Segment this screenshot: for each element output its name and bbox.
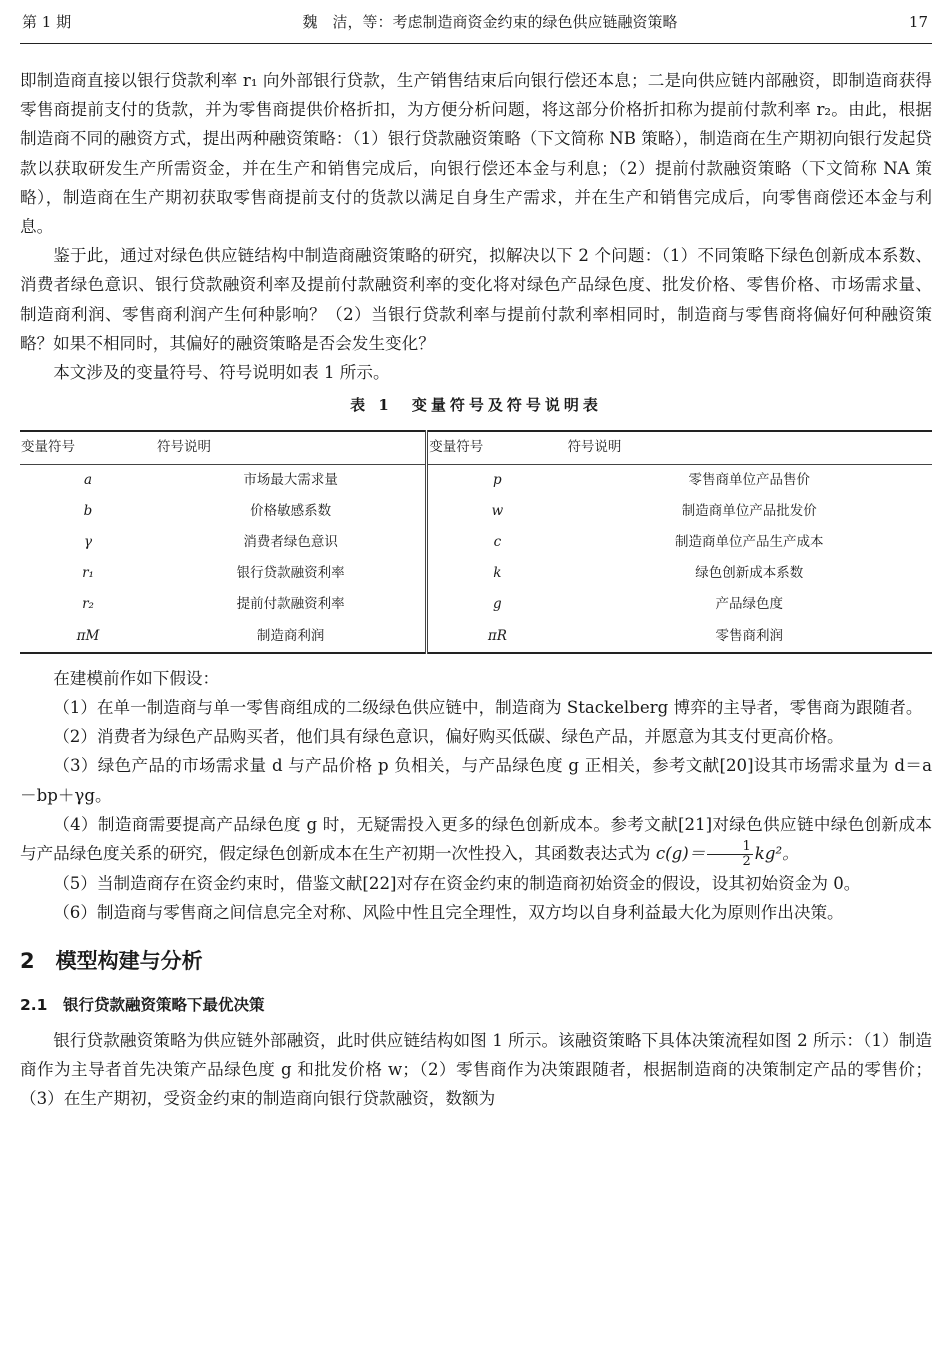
description-cell: 消费者绿色意识 [156, 527, 427, 558]
symbol-cell: πR [487, 627, 507, 644]
table-header-row [20, 431, 932, 464]
symbol-cell: k [493, 565, 502, 582]
fraction-numerator: 1 [707, 840, 752, 855]
table-row [20, 621, 932, 653]
description-cell: 绿色创新成本系数 [695, 565, 804, 582]
description-cell: 产品绿色度 [715, 596, 783, 613]
paper-page [20, 0, 932, 1114]
description-cell: 价格敏感系数 [156, 496, 427, 527]
description-cell: 零售商单位产品售价 [688, 471, 810, 488]
section-heading: 2 模型构建与分析 [20, 949, 203, 974]
symbol-cell: p [493, 471, 502, 488]
running-title: 魏 洁，等：考虑制造商资金约束的绿色供应链融资策略 [302, 13, 678, 31]
issue-label: 第 1 期 [22, 13, 72, 31]
formula-fraction [707, 840, 752, 869]
intro-paragraph-2: 鉴于此，通过对绿色供应链结构中制造商融资策略的研究，拟解决以下 2 个问题：（1）不同策略下绿色创新成本系数、消费者绿色意识、银行贷款融资利率及提前付款融资利率的变化将对绿色产品绿色度、批发价格、零售价格、市场需求量、制造商利润、零售商利润产生何种影响？（2）当银行贷款利率与提前付款利率相同时，制造商与零售商将偏好何种融资策略？如果不相同时，其偏好的融资策略是否会发生变化？ [20, 246, 932, 353]
running-header [20, 0, 932, 44]
symbol-cell: a [83, 471, 93, 488]
symbol-table [20, 430, 932, 653]
description-cell: 银行贷款融资利率 [156, 558, 427, 589]
assumption-5: （5）当制造商存在资金约束时，借鉴文献[22]对存在资金约束的制造商初始资金的假设，设其初始资金为 0。 [53, 874, 861, 894]
table-header-cell: 变量符号 [427, 431, 567, 464]
formula-rhs: kg²。 [754, 844, 799, 864]
assumptions-lead: 在建模前作如下假设： [53, 668, 220, 688]
table-row [20, 589, 932, 620]
assumption-4-text: （4）制造商需要提高产品绿色度 g 时，无疑需投入更多的绿色创新成本。参考文献[21]对绿色供应链中绿色创新成本与产品绿色度关系的研究，假定绿色创新成本在生产初期一次性投入，其函数表达式为 [20, 814, 932, 864]
intro-paragraph-3: 本文涉及的变量符号、符号说明如表 1 所示。 [53, 363, 390, 383]
assumption-6: （6）制造商与零售商之间信息完全对称、风险中性且完全理性，双方均以自身利益最大化为原则作出决策。 [53, 903, 844, 923]
table-header-cell: 符号说明 [566, 431, 932, 464]
assumption-2: （2）消费者为绿色产品购买者，他们具有绿色意识，偏好购买低碳、绿色产品，并愿意为其支付更高价格。 [53, 727, 844, 747]
subsection-heading: 2.1 银行贷款融资策略下最优决策 [20, 995, 265, 1014]
symbol-cell: b [83, 502, 93, 519]
assumption-1: （1）在单一制造商与单一零售商组成的二级绿色供应链中，制造商为 Stackelberg 博弈的主导者，零售商为跟随者。 [53, 698, 923, 718]
description-cell: 制造商利润 [156, 621, 427, 653]
formula-lhs: c(g)＝ [655, 844, 706, 864]
symbol-cell: r₂ [82, 596, 94, 613]
table-row [20, 496, 932, 527]
description-cell: 零售商利润 [715, 627, 783, 644]
table-header-cell: 变量符号 [20, 431, 156, 464]
description-cell: 市场最大需求量 [156, 464, 427, 496]
table-header-cell: 符号说明 [156, 431, 427, 464]
fraction-denominator: 2 [742, 854, 751, 870]
assumption-3: （3）绿色产品的市场需求量 d 与产品价格 p 负相关，与产品绿色度 g 正相关，参考文献[20]设其市场需求量为 d＝a－bp＋γg。 [20, 756, 932, 805]
section-paragraph-1: 银行贷款融资策略为供应链外部融资，此时供应链结构如图 1 所示。该融资策略下具体决策流程如图 2 所示：（1）制造商作为主导者首先决策产品绿色度 g 和批发价格 w；（2）零售商作为决策跟随者，根据制造商的决策制定产品的零售价；（3）在生产期初，受资金约束的制造商向银行贷款融资，数额为 [20, 1030, 932, 1109]
description-cell: 提前付款融资利率 [156, 589, 427, 620]
table-row [20, 464, 932, 496]
symbol-cell: r₁ [82, 565, 94, 582]
symbol-cell: w [491, 502, 504, 519]
symbol-cell: πM [76, 627, 100, 644]
symbol-cell: γ [83, 534, 93, 551]
assumption-4 [20, 810, 932, 869]
intro-paragraph-1: 即制造商直接以银行贷款利率 r₁ 向外部银行贷款，生产销售结束后向银行偿还本息；二是向供应链内部融资，即制造商获得零售商提前支付的货款，并为零售商提供价格折扣，为方便分析问题，将这部分价格折扣称为提前付款利率 r₂。由此，根据制造商不同的融资方式，提出两种融资策略：（1）银行贷款融资策略（下文简称 NB 策略），制造商在生产期初向银行发起贷款以获取研发生产所需资金，并在生产和销售完成后，向银行偿还本金与利息；（2）提前付款融资策略（下文简称 NA 策略），制造商在生产期初获取零售商提前支付的货款以满足自身生产需求，并在生产和销售完成后，向零售商偿还本金与利息。 [20, 71, 932, 237]
symbol-cell: g [493, 596, 502, 613]
body-text [20, 66, 932, 1114]
table-row [20, 527, 932, 558]
page-number: 17 [908, 12, 928, 31]
assumptions [20, 664, 932, 928]
symbol-cell: c [493, 534, 502, 551]
description-cell: 制造商单位产品批发价 [681, 502, 817, 519]
description-cell: 制造商单位产品生产成本 [674, 534, 824, 551]
table-caption: 表 1 变量符号及符号说明表 [350, 396, 602, 415]
table-row [20, 558, 932, 589]
